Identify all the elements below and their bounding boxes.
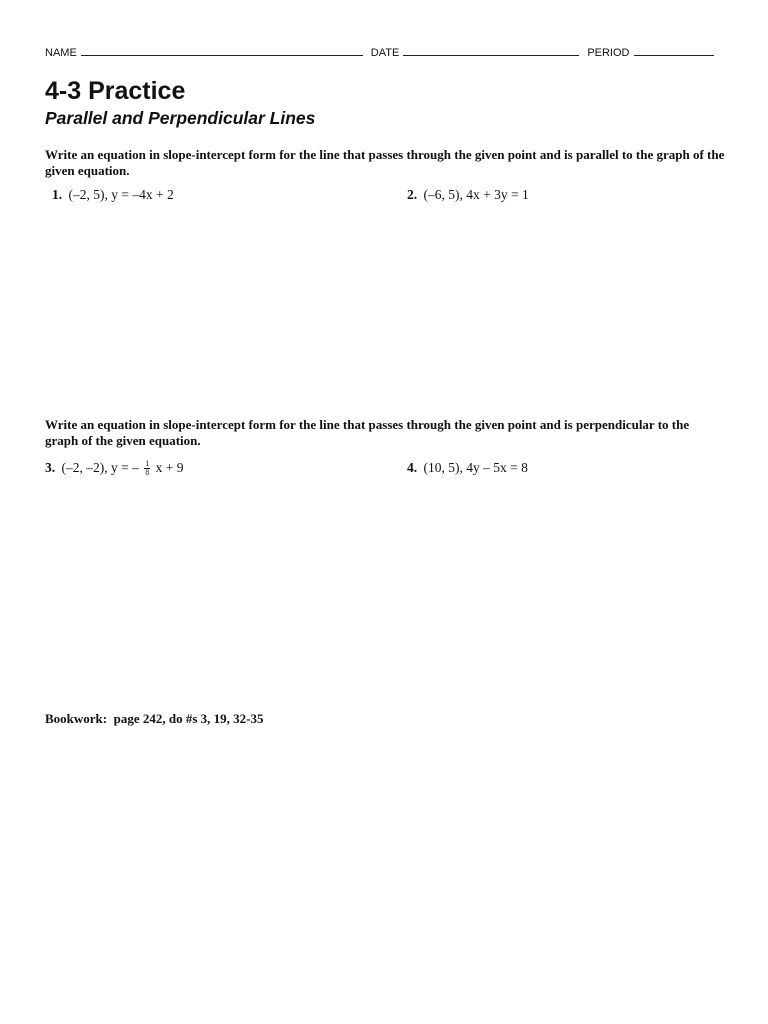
problem-4 (407, 459, 528, 477)
problem-number: 3. (45, 460, 56, 475)
period-label: PERIOD (587, 47, 630, 59)
date-label: DATE (370, 47, 400, 59)
problem-number: 2. (407, 187, 418, 202)
period-blank (634, 45, 714, 56)
fraction (144, 460, 150, 477)
date-blank (403, 45, 579, 56)
problem-text-suffix: x + 9 (155, 460, 184, 475)
problem-text: (10, 5), 4y – 5x = 8 (423, 460, 528, 475)
problem-number: 4. (407, 460, 418, 475)
bookwork-assignment: Bookwork: page 242, do #s 3, 19, 32-35 (45, 711, 264, 726)
page-title: 4-3 Practice (45, 77, 186, 105)
name-label: NAME (45, 47, 77, 59)
page-subtitle: Parallel and Perpendicular Lines (45, 108, 316, 128)
perpendicular-instructions: Write an equation in slope-intercept form for the line that passes through the given point and is perpendicular to the graph of the given equation. (45, 417, 690, 448)
problem-1 (52, 186, 174, 204)
parallel-instructions: Write an equation in slope-intercept form for the line that passes through the given point and is parallel to the graph of the given equation. (45, 147, 725, 178)
problem-text: (–2, 5), y = –4x + 2 (68, 187, 174, 202)
problem-2 (407, 186, 529, 204)
fraction-numerator: 1 (145, 459, 150, 469)
student-info-header (45, 45, 725, 59)
problem-text-prefix: (–2, –2), y = – (61, 460, 139, 475)
problem-number: 1. (52, 187, 63, 202)
fraction-denominator: 8 (145, 468, 150, 478)
name-blank (81, 45, 363, 56)
problem-text: (–6, 5), 4x + 3y = 1 (423, 187, 529, 202)
problem-3 (45, 459, 183, 477)
